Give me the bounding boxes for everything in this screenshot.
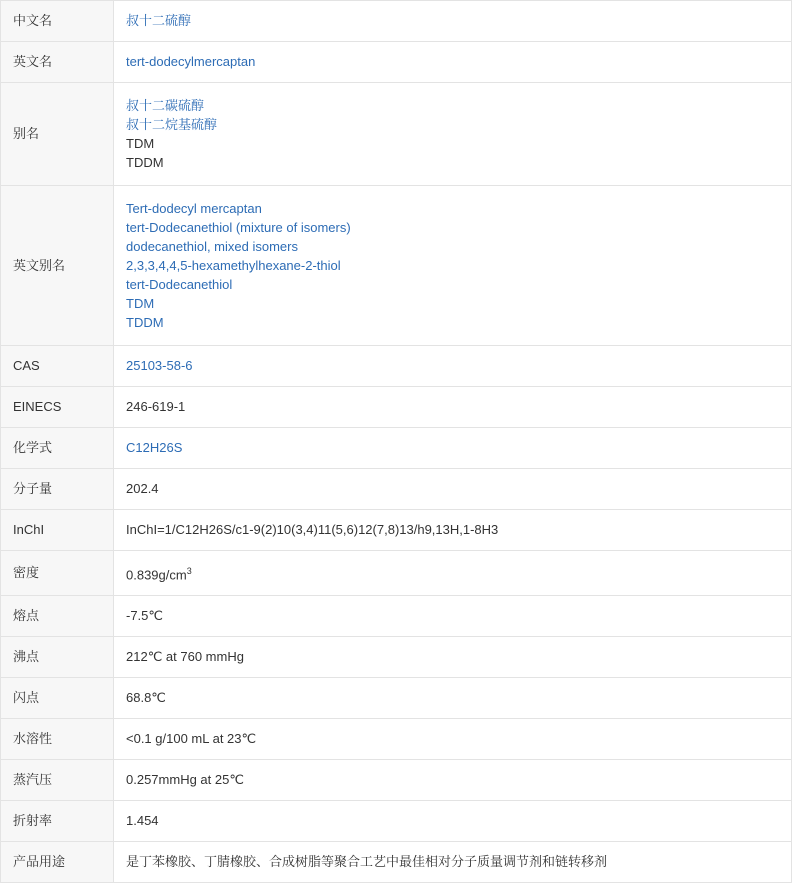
value-link[interactable]: Tert-dodecyl mercaptan xyxy=(126,201,262,216)
property-label: 别名 xyxy=(1,83,114,186)
table-row xyxy=(1,760,792,801)
value-link[interactable]: 叔十二碳硫醇 xyxy=(126,98,205,113)
value-link[interactable]: dodecanethiol, mixed isomers xyxy=(126,239,298,254)
property-label: InChI xyxy=(1,510,114,551)
property-value xyxy=(114,551,792,596)
property-value xyxy=(114,596,792,637)
property-label: 英文名 xyxy=(1,42,114,83)
property-label: 蒸汽压 xyxy=(1,760,114,801)
value-text: 68.8℃ xyxy=(126,690,166,706)
value-text: 是丁苯橡胶、丁腈橡胶、合成树脂等聚合工艺中最佳相对分子质量调节剂和链转移剂 xyxy=(126,854,608,870)
table-row xyxy=(1,510,792,551)
property-label: 密度 xyxy=(1,551,114,596)
table-row xyxy=(1,596,792,637)
property-label: 沸点 xyxy=(1,637,114,678)
property-label: 熔点 xyxy=(1,596,114,637)
value-link[interactable]: TDDM xyxy=(126,315,164,330)
property-label: 折射率 xyxy=(1,801,114,842)
table-row xyxy=(1,186,792,346)
table-row xyxy=(1,42,792,83)
property-value xyxy=(114,387,792,428)
value-link[interactable]: 2,3,3,4,4,5-hexamethylhexane-2-thiol xyxy=(126,258,341,273)
value-link[interactable]: 叔十二硫醇 xyxy=(126,13,192,28)
property-value xyxy=(114,428,792,469)
value-text: 0.257mmHg at 25℃ xyxy=(126,772,244,788)
value-text: <0.1 g/100 mL at 23℃ xyxy=(126,731,257,747)
property-label: 产品用途 xyxy=(1,842,114,883)
value-text: InChI=1/C12H26S/c1-9(2)10(3,4)11(5,6)12(7,8)13/h9,13H,1-8H3 xyxy=(126,522,499,537)
value-link[interactable]: tert-dodecylmercaptan xyxy=(126,54,256,69)
value-text: 0.839g/cm xyxy=(126,567,187,583)
property-label: CAS xyxy=(1,346,114,387)
table-row xyxy=(1,83,792,186)
property-value xyxy=(114,42,792,83)
property-value xyxy=(114,842,792,883)
table-row xyxy=(1,551,792,596)
property-value xyxy=(114,760,792,801)
value-text: 202.4 xyxy=(126,481,159,496)
property-label: 水溶性 xyxy=(1,719,114,760)
property-value xyxy=(114,510,792,551)
value-text: 212℃ at 760 mmHg xyxy=(126,649,244,665)
property-value xyxy=(114,83,792,186)
property-value xyxy=(114,346,792,387)
table-row xyxy=(1,387,792,428)
value-text: -7.5℃ xyxy=(126,608,164,624)
property-value xyxy=(114,637,792,678)
value-text: TDDM xyxy=(126,155,164,170)
value-link[interactable]: tert-Dodecanethiol xyxy=(126,277,233,292)
table-row xyxy=(1,842,792,883)
property-label: 化学式 xyxy=(1,428,114,469)
property-label: 分子量 xyxy=(1,469,114,510)
table-row xyxy=(1,801,792,842)
property-value xyxy=(114,801,792,842)
table-row xyxy=(1,678,792,719)
value-text: 1.454 xyxy=(126,813,159,829)
property-value xyxy=(114,186,792,346)
property-value xyxy=(114,678,792,719)
property-label: 中文名 xyxy=(1,1,114,42)
property-value xyxy=(114,719,792,760)
property-value xyxy=(114,469,792,510)
property-value xyxy=(114,1,792,42)
value-link[interactable]: 叔十二烷基硫醇 xyxy=(126,117,218,132)
property-label: 英文别名 xyxy=(1,186,114,346)
table-row xyxy=(1,1,792,42)
value-link[interactable]: C12H26S xyxy=(126,440,183,455)
value-link[interactable]: tert-Dodecanethiol (mixture of isomers) xyxy=(126,220,351,235)
table-row xyxy=(1,719,792,760)
property-label: 闪点 xyxy=(1,678,114,719)
table-row xyxy=(1,637,792,678)
value-text: 246-619-1 xyxy=(126,399,186,414)
value-link[interactable]: TDM xyxy=(126,296,155,311)
table-row xyxy=(1,428,792,469)
value-link[interactable]: 25103-58-6 xyxy=(126,358,193,373)
table-body xyxy=(1,1,792,883)
superscript: 3 xyxy=(186,566,192,576)
value-text: TDM xyxy=(126,136,155,151)
table-row xyxy=(1,346,792,387)
table-row xyxy=(1,469,792,510)
property-label: EINECS xyxy=(1,387,114,428)
